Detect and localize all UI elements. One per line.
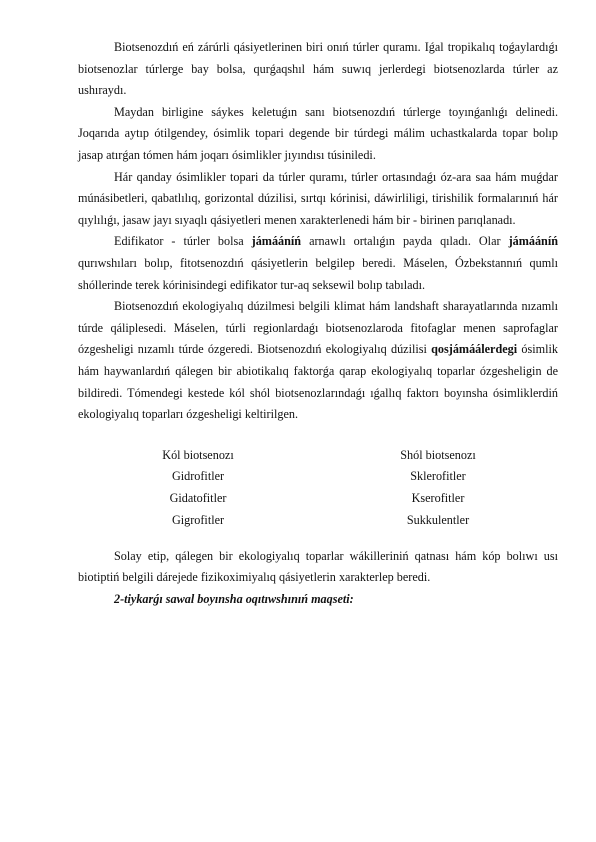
table-header-lake: Kól biotsenozı (162, 447, 234, 462)
table-header-desert: Shól biotsenozı (400, 447, 476, 462)
comparison-table (78, 445, 558, 532)
table-cell: Gidatofitler (169, 491, 227, 506)
table-cell: Gidrofitler (171, 469, 225, 484)
table-column-desert (318, 445, 558, 532)
document-page (78, 37, 558, 610)
section-heading: 2-tiykarǵı sawal boyınsha oqıtıwshınıń maqseti: (114, 591, 354, 606)
table-cell: Gigrofitler (171, 512, 225, 527)
bold-term: jámááníń (251, 234, 302, 249)
table-column-lake (78, 445, 318, 532)
paragraph-plant-community: Hár qanday ósimlikler topari da túrler quramı, túrler ortasındaǵı óz-ara saa hám muǵdar múnásibetleri, qabatlılıq, gorizontal dúzilisi, sırtqı kórinisi, dáwirliligi, tirishilik formalarınıń hár qıylılıǵı, jasaw jayı sıyaqlı qásiyetleri menen xarakterlenedi hám bir - birinen parıqlanadı. (78, 169, 558, 227)
bold-term: qosjámáálerdegi (431, 342, 518, 357)
bold-term: jámááníń (508, 234, 558, 249)
paragraph-species-composition: Biotsenozdıń eń zárúrli qásiyetlerinen biri onıń túrler quramı. Iǵal tropikalıq toǵaylardıǵı biotsenozlar túrlerge bay bolsa, qurǵaqshıl hám suwıq jerlerdegi biotsenozlarda túrler az ushıraydı. (78, 40, 558, 98)
table-cell: Kserofitler (411, 491, 465, 506)
paragraph-ecological-structure: Biotsenozdıń ekologiyalıq dúzilmesi belgili klimat hám landshaft sharayatlarında nızamlı túrde qáliplesedi. Máselen, túrli regionlardaǵı biotsenozlaroda fitofaglar menen saprofaglar ózgesheligi nızamlı túrde ózgeredi. Biotsenozdıń ekologiyalıq dúzilisi qosjámáálerdegi ósimlik hám haywanlardıń qálegen bir abiotikalıq faktorǵa qarap ekologiyalıq toparlar ózgesheligin de bildiredi. Tómendegi kestede kól shól biotsenozlarındaǵı ıǵallıq faktorı boyınsha ósimliklerdiń ekologiyalıq toparları ózgesheligi keltirilgen. (78, 299, 558, 422)
paragraph-edificator: Edifikator - túrler bolsa jámááníń arnawlı ortalıǵın payda qıladı. Olar jámááníń qurıwshıları bolıp, fitotsenozdıń qásiyetlerin belgilep beredi. Máselen, Ózbekstannıń qumlı shóllerinde terek kórinisindegi edifikator tur-aq seksewil bolıp tabıladı. (78, 234, 558, 292)
paragraph-conclusion: Solay etip, qálegen bir ekologiyalıq toparlar wákilleriniń qatnası hám kóp bolıwı usı biotiptiń belgili dárejede fizikoximiyalıq qásiyetlerin xarakterlep beredi. (78, 548, 558, 585)
paragraph-species-saturation: Maydan birligine sáykes keletuǵın sanı biotsenozdıń túrlerge toyınǵanlıǵı delinedi. Joqarıda aytıp ótilgendey, ósimlik topari degende bir túrdegi málim uchastkalarda topar bolıp jasap atırǵan tómen hám joqarı ósimlikler jıyındısı túsiniledi. (78, 104, 558, 162)
table-cell: Sukkulentler (406, 512, 470, 527)
table-cell: Sklerofitler (410, 469, 466, 484)
